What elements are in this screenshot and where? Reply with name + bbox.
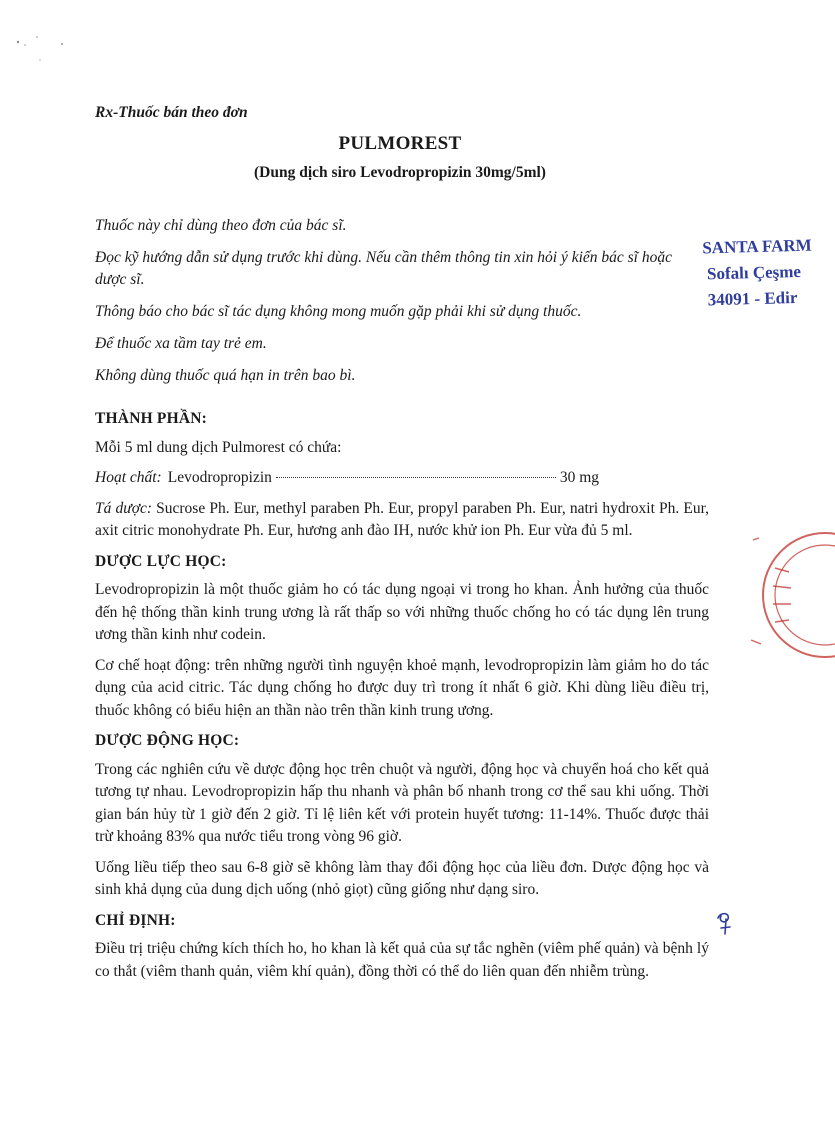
composition-intro: Mỗi 5 ml dung dịch Pulmorest có chứa: (95, 438, 342, 456)
stamp-line: Sofalı Çeşme (706, 261, 802, 284)
composition-heading: THÀNH PHẦN: (95, 410, 207, 427)
pharmacodynamics-section (95, 551, 709, 723)
company-stamp (702, 233, 814, 314)
active-name: Levodropropizin (167, 469, 272, 486)
stamp-line: SANTA FARM (702, 235, 812, 258)
product-subtitle: (Dung dịch siro Levodropropizin 30mg/5ml) (254, 164, 546, 181)
pharmacokinetics-paragraph: Trong các nghiên cứu về dược động học trên chuột và người, động học và chuyển hoá cho kết quả tương tự nhau. Levodropropizin hấp thu nhanh và phân bố nhanh trong cơ thể sau khi uống. Thời gian bán hủy từ 1 giờ đến 2 giờ. Tỉ lệ liên kết với protein huyết tương: 11-14%. Thuốc được thải trừ khoảng 83% qua nước tiểu trong vòng 96 giờ. (95, 760, 709, 845)
pharmacodynamics-paragraph: Cơ chế hoạt động: trên những người tình nguyện khoẻ mạnh, levodropropizin làm giảm ho do tác dụng của acid citric. Tác dụng chống ho được duy trì trong ít nhất 6 giờ. Khi dùng liều điều trị, thuốc không có biểu hiện an thần nào trên thần kinh trung ương. (95, 656, 709, 719)
warning-line: Đọc kỹ hướng dẫn sử dụng trước khi dùng. Nếu cần thêm thông tin xin hỏi ý kiến bác sĩ hoặc dược sĩ. (95, 249, 672, 288)
pharmacokinetics-heading: DƯỢC ĐỘNG HỌC: (95, 732, 240, 749)
active-amount: 30 mg (559, 469, 599, 486)
indications-heading: CHỈ ĐỊNH: (95, 911, 176, 929)
active-ingredient-line (95, 467, 709, 490)
warning-line: Không dùng thuốc quá hạn in trên bao bì. (95, 367, 356, 384)
red-seal (745, 520, 835, 670)
warning-line: Để thuốc xa tầm tay trẻ em. (95, 335, 267, 352)
dot-leader (276, 477, 556, 478)
pharmacodynamics-heading: DƯỢC LỰC HỌC: (95, 552, 227, 570)
composition-section (95, 408, 709, 543)
indications-section (95, 910, 709, 984)
excipient-label: Tá dược: (95, 499, 153, 517)
rx-label: Rx-Thuốc bán theo đơn (95, 104, 248, 121)
product-title: PULMOREST (338, 133, 462, 154)
pharmacodynamics-paragraph: Levodropropizin là một thuốc giảm ho có tác dụng ngoại vi trong ho khan. Ảnh hưởng của thuốc đến hệ thống thần kinh trung ương là rất thấp so với những thuốc chống ho có tác dụng lên trung ương thần kinh như codein. (95, 581, 709, 643)
main-content (95, 408, 709, 991)
warning-line: Thông báo cho bác sĩ tác dụng không mong muốn gặp phải khi sử dụng thuốc. (95, 303, 582, 320)
scan-specks (10, 30, 80, 80)
stamp-line: 34091 - Edir (707, 287, 798, 310)
indications-paragraph: Điều trị triệu chứng kích thích ho, ho khan là kết quả của sự tắc nghẽn (viêm phế quản) và bệnh lý co thắt (viêm thanh quản, viêm khí quản), đồng thời có thể do liên quan đến nhiễm trùng. (95, 940, 709, 980)
excipients-paragraph (95, 498, 709, 543)
warning-line: Thuốc này chỉ dùng theo đơn của bác sĩ. (95, 217, 347, 234)
handwritten-initial-mark (712, 910, 736, 938)
excipient-text: Sucrose Ph. Eur, methyl paraben Ph. Eur, propyl paraben Ph. Eur, natri hydroxit Ph. Eur, axit citric monohydrate Ph. Eur, hương anh đào IH, nước khử ion Ph. Eur vừa đủ 5 ml. (95, 499, 710, 539)
active-label: Hoạt chất: (95, 469, 162, 486)
pharmacokinetics-section (95, 730, 709, 902)
warnings-block (95, 215, 707, 397)
pharmacokinetics-paragraph: Uống liều tiếp theo sau 6-8 giờ sẽ không làm thay đổi động học của liều đơn. Dược động học và sinh khả dụng của dung dịch uống (nhỏ giọt) cũng giống như dạng siro. (95, 858, 709, 898)
